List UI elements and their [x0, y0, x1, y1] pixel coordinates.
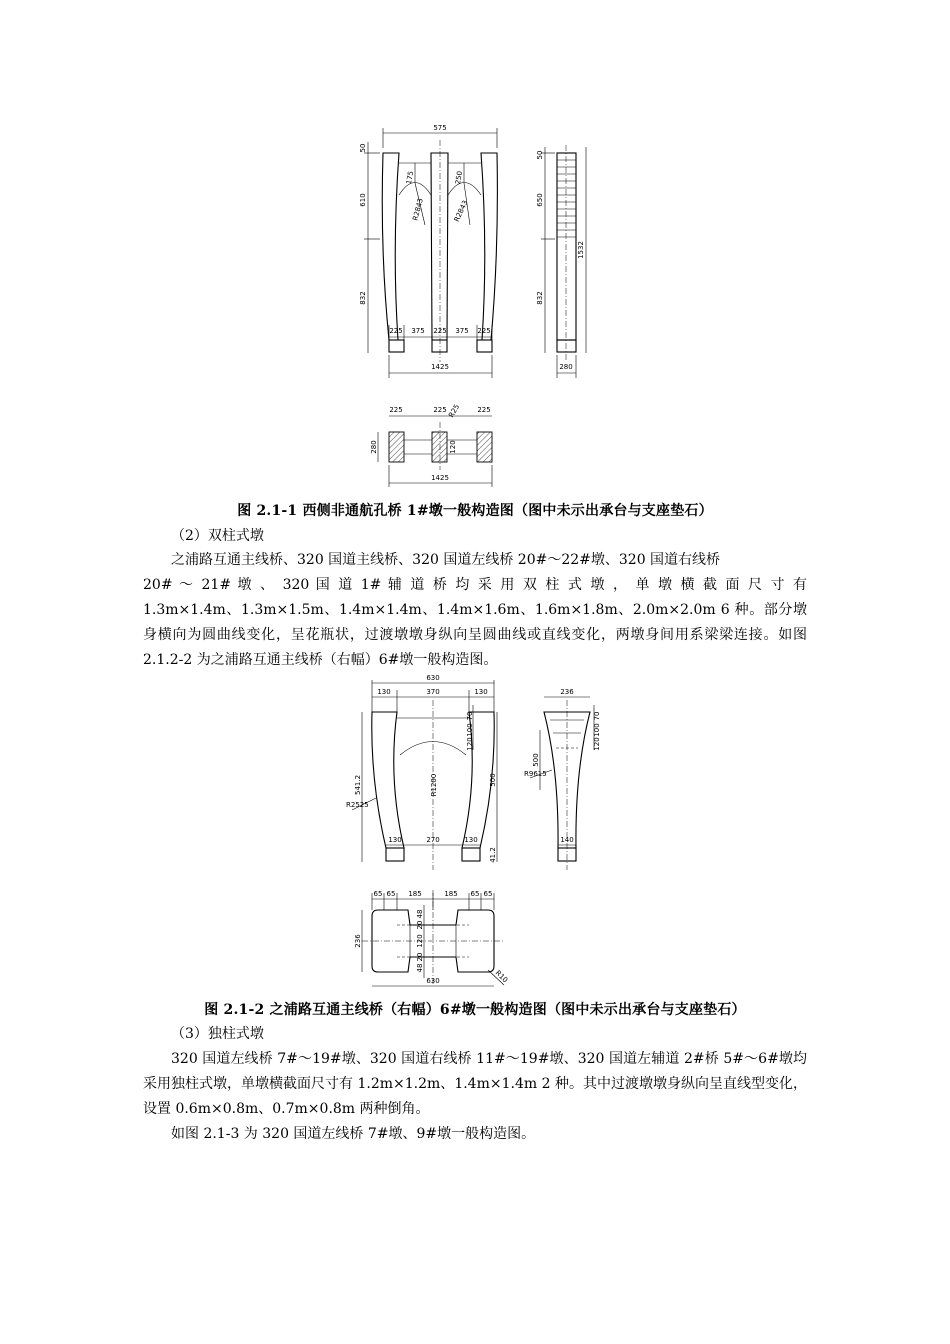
fig1-bottom-d5: 225: [477, 327, 491, 335]
fig2-side-h3: 120: [593, 737, 601, 751]
section3-heading: （3）独柱式墩: [171, 1026, 264, 1042]
fig1-left-h2: 610: [359, 193, 367, 207]
fig1-bottom-total: 1425: [431, 363, 449, 371]
fig2-bottom-height: 41.2: [489, 847, 497, 863]
fig2-bottom-d3: 130: [464, 836, 478, 844]
fig1-bottom-d2: 375: [411, 327, 425, 335]
fig2-plan-d3: 185: [408, 890, 422, 898]
fig1-side-h2: 650: [536, 193, 544, 207]
fig2-side-h2: 100: [593, 723, 601, 737]
figure2-drawing: [340, 670, 600, 992]
fig1-arch-h2: 250: [453, 170, 465, 185]
fig2-right-h2: 100: [466, 723, 474, 737]
fig2-plan-d4: 185: [444, 890, 458, 898]
fig1-arch-h1: 175: [404, 170, 416, 185]
fig2-outer-radius: R2525: [346, 801, 369, 809]
fig1-plan-h-left: 280: [370, 440, 378, 454]
fig2-bottom-d1: 130: [388, 836, 402, 844]
fig1-side-width: 280: [559, 363, 573, 371]
fig2-side-h1: 70: [593, 711, 601, 721]
fig2-top-d3: 130: [474, 688, 488, 696]
section2-para-rest: 1.3m×1.4m、1.3m×1.5m、1.4m×1.4m、1.4m×1.6m、1.6m×1.8m、2.0m×2.0m 6 种。部分墩身横向为圆曲线变化，呈花瓶状，过渡墩墩身纵向呈圆曲线或直线变化，两墩身间用系梁梁连接。如图 2.1.2-2 为之浦路互通主线桥（右幅）6#墩一般构造图。: [143, 602, 807, 668]
fig2-side-radius: R9615: [524, 770, 547, 778]
fig2-plan-m3: 120: [416, 934, 424, 948]
fig2-plan-view: [354, 890, 509, 986]
figure2-caption: 图 2.1-2 之浦路互通主线桥（右幅）6#墩一般构造图（图中未示出承台与支座垫石）: [204, 1002, 746, 1018]
fig2-plan-m2: 20: [416, 920, 424, 930]
fig2-arch-radius: R1200: [430, 773, 438, 797]
section3-ref: 如图 2.1-3 为 320 国道左线桥 7#墩、9#墩一般构造图。: [171, 1126, 536, 1142]
fig1-bottom-d3: 225: [433, 327, 447, 335]
section3-para: 320 国道左线桥 7#～19#墩、320 国道右线桥 11#～19#墩、320 国道左辅道 2#桥 5#～6#墩均采用独柱式墩，单墩横截面尺寸有 1.2m×1.2m、1.4m×1.4m 2 种。其中过渡墩墩身纵向呈直线型变化，设置 0.6m×0.8m、0.7m×0.8m 两种倒角。: [143, 1051, 807, 1117]
fig1-left-dimension: [359, 142, 380, 353]
fig1-side-total: 1532: [577, 241, 585, 259]
fig1-plan-d1: 225: [389, 406, 403, 414]
fig2-top-d2: 370: [426, 688, 440, 696]
fig1-arch-r2: R2843: [452, 199, 470, 224]
fig1-left-h1: 50: [359, 143, 367, 153]
fig2-plan-d6: 65: [483, 890, 493, 898]
fig2-right-height: 500: [489, 773, 497, 787]
fig2-side-bottom-width: 140: [560, 836, 574, 844]
fig1-plan-view: [370, 403, 492, 487]
fig2-elev-bottom-dims: [386, 836, 480, 845]
fig1-plan-d2: 225: [433, 406, 447, 414]
fig2-plan-m4: 20: [416, 952, 424, 962]
figure2-svg: [340, 670, 600, 992]
fig2-bottom-d2: 270: [426, 836, 440, 844]
fig2-right-h3: 120: [466, 737, 474, 751]
fig1-top-width-label: 575: [433, 124, 447, 132]
fig2-plan-left-height: 236: [354, 934, 362, 948]
fig2-plan-d1: 65: [373, 890, 383, 898]
fig2-plan-m5: 48: [416, 963, 424, 973]
fig1-plan-chamfer: R25: [447, 403, 462, 419]
fig1-plan-d3: 225: [477, 406, 491, 414]
section2-heading: （2）双柱式墩: [171, 528, 264, 544]
fig2-pier-elevation: [372, 700, 494, 870]
fig1-bottom-d1: 225: [389, 327, 403, 335]
section2-para-line2: 20# ～ 21# 墩 、 320 国 道 1# 辅 道 桥 均 采 用 双 柱 式 墩 ， 单 墩 横 截 面 尺 寸 有: [143, 577, 807, 593]
fig2-top-total: 630: [426, 674, 440, 682]
fig2-plan-d2: 65: [386, 890, 396, 898]
fig2-plan-m1: 48: [416, 909, 424, 919]
figure1-drawing: [355, 118, 600, 500]
fig2-right-h1: 70: [466, 711, 474, 721]
fig2-plan-chamfer: R10: [493, 968, 510, 985]
fig2-top-dims: [372, 674, 494, 712]
fig2-side-view: [524, 688, 601, 870]
fig1-side-view: [536, 145, 586, 378]
fig1-side-h3: 832: [536, 291, 544, 305]
fig1-plan-total: 1425: [431, 474, 449, 482]
fig2-plan-d5: 65: [470, 890, 480, 898]
fig2-top-d1: 130: [377, 688, 391, 696]
fig1-arch-dims: [405, 163, 470, 225]
fig1-left-h3: 832: [359, 291, 367, 305]
fig1-bottom-d4: 375: [455, 327, 469, 335]
figure1-caption: 图 2.1-1 西侧非通航孔桥 1#墩一般构造图（图中未示出承台与支座垫石）: [237, 503, 713, 519]
fig2-side-top-width: 236: [560, 688, 574, 696]
fig2-plan-total: 630: [426, 977, 440, 985]
fig1-side-h1: 50: [536, 150, 544, 160]
section2-para-line1: 之浦路互通主线桥、320 国道主线桥、320 国道左线桥 20#～22#墩、320 国道右线桥: [171, 552, 721, 568]
fig1-plan-h-mid: 120: [449, 440, 457, 454]
figure1-svg: [355, 118, 600, 500]
fig1-arch-r1: R2843: [411, 197, 425, 222]
fig2-left-height: 541.2: [354, 774, 362, 796]
fig2-side-mid: 500: [532, 753, 540, 767]
